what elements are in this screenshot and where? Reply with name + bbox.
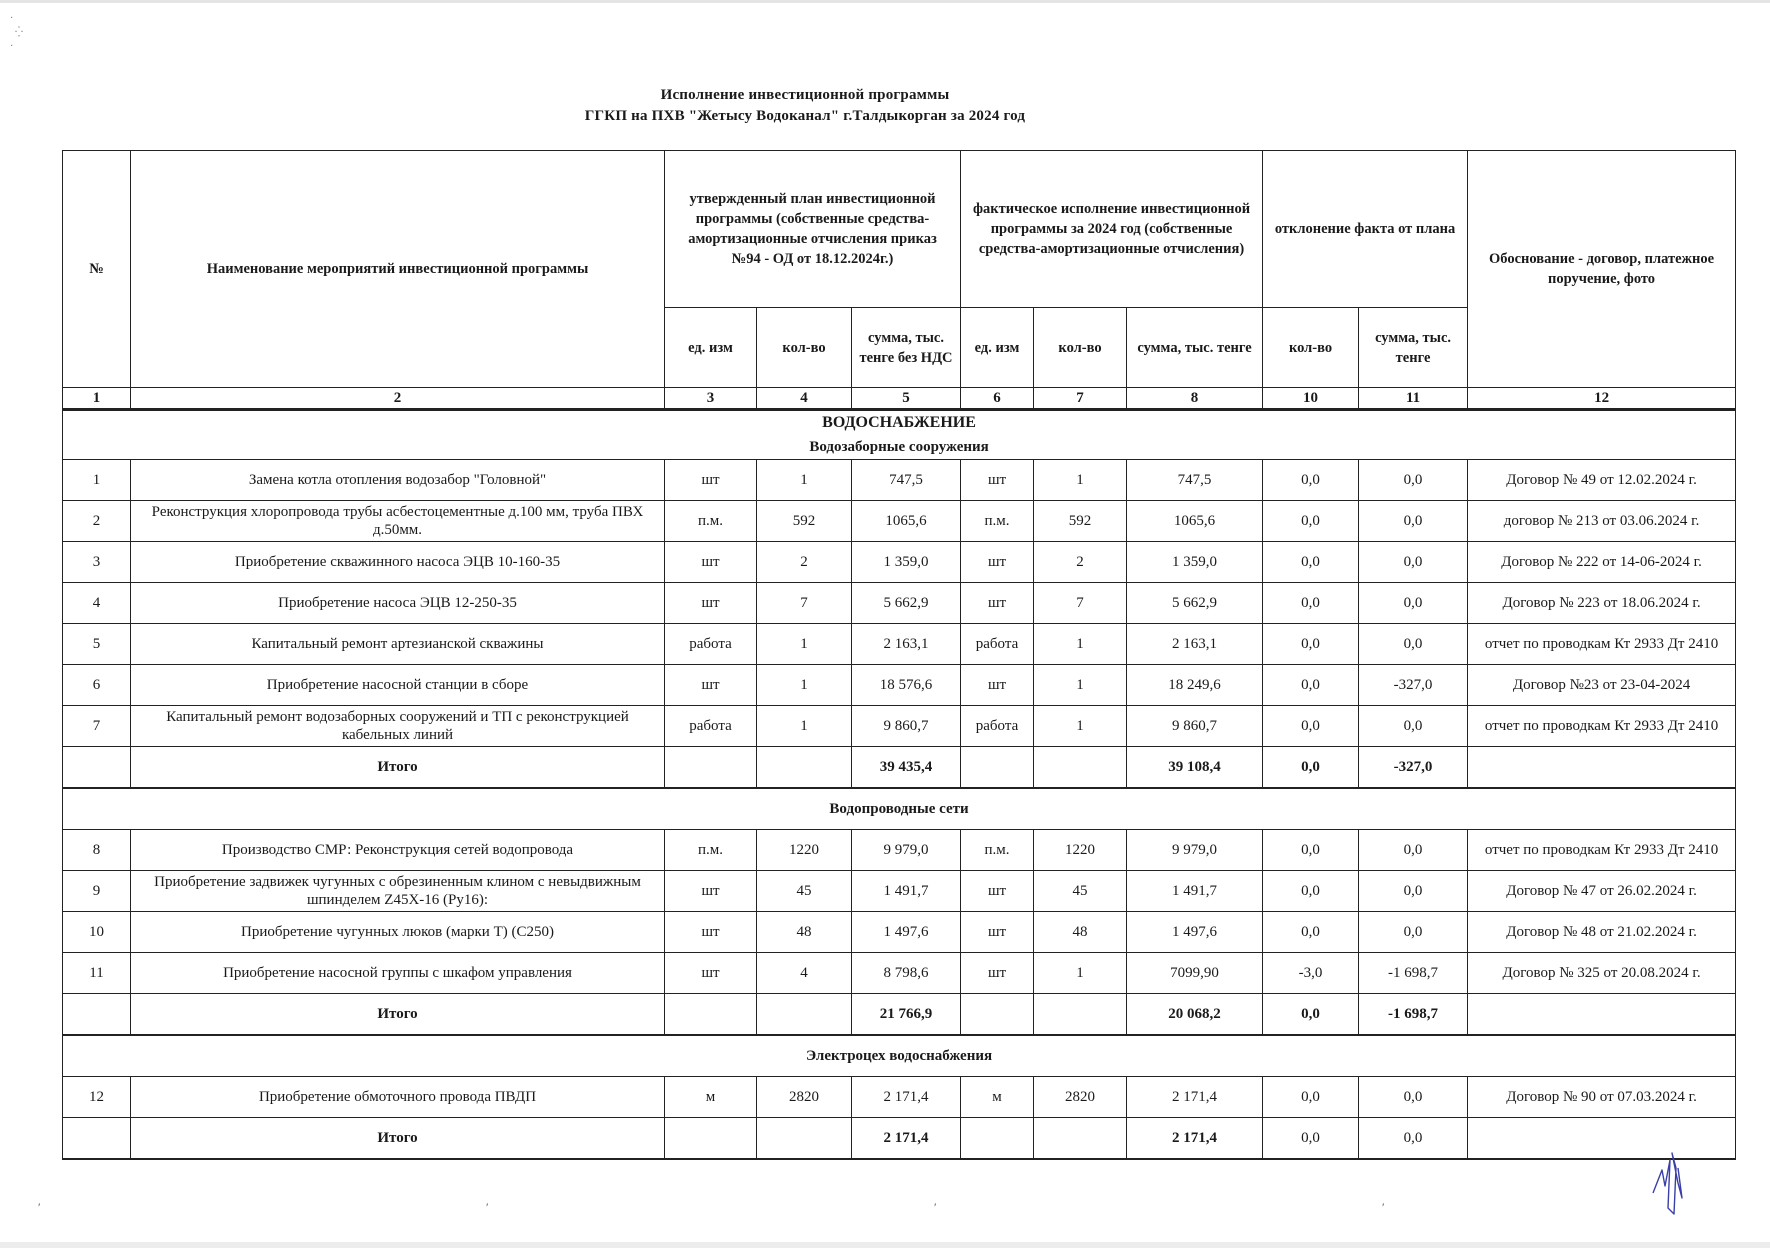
cell-dev-sum: 0,0: [1359, 501, 1468, 542]
cell-plan-unit: шт: [665, 912, 757, 953]
cell-fact-sum: 1 359,0: [1127, 542, 1263, 583]
document-title-line2: ГГКП на ПХВ "Жетысу Водоканал" г.Талдыкорган за 2024 год: [584, 108, 1026, 124]
cell-name: Приобретение задвижек чугунных с обрезиненным клином с невыдвижным шпинделем Z45X-16 (Ру16):: [131, 871, 665, 912]
table-row: [63, 624, 1736, 665]
cell-fact-qty: 45: [1034, 871, 1127, 912]
cell-justification: договор № 213 от 03.06.2024 г.: [1468, 501, 1736, 542]
column-number: 11: [1359, 388, 1468, 410]
cell-blank: [1034, 1118, 1127, 1160]
cell-no: 12: [63, 1077, 131, 1118]
column-number: 1: [63, 388, 131, 410]
table-row: [63, 501, 1736, 542]
cell-name: Приобретение насоса ЭЦВ 12-250-35: [131, 583, 665, 624]
column-number: 6: [961, 388, 1034, 410]
cell-plan-qty: 45: [757, 871, 852, 912]
table-row: [63, 460, 1736, 501]
total-row: [63, 1118, 1736, 1160]
cell-plan-unit: п.м.: [665, 501, 757, 542]
table-row: [63, 953, 1736, 994]
total-dev-sum: -327,0: [1359, 747, 1468, 789]
cell-plan-sum: 18 576,6: [852, 665, 961, 706]
cell-blank: [757, 994, 852, 1036]
cell-fact-qty: 1: [1034, 953, 1127, 994]
cell-name: Приобретение скважинного насоса ЭЦВ 10-160-35: [131, 542, 665, 583]
cell-fact-sum: 7099,90: [1127, 953, 1263, 994]
cell-plan-unit: шт: [665, 871, 757, 912]
scan-mark: ′: [934, 1200, 937, 1214]
cell-plan-unit: шт: [665, 665, 757, 706]
cell-plan-sum: 5 662,9: [852, 583, 961, 624]
header-plan-unit: ед. изм: [665, 308, 757, 388]
cell-plan-qty: 48: [757, 912, 852, 953]
document-title-line1: Исполнение инвестиционной программы: [660, 87, 950, 103]
cell-plan-sum: 2 171,4: [852, 1077, 961, 1118]
section-title: Водозаборные сооружения: [63, 435, 1736, 460]
cell-name: Капитальный ремонт артезианской скважины: [131, 624, 665, 665]
cell-name: Приобретение обмоточного провода ПВДП: [131, 1077, 665, 1118]
cell-plan-sum: 1065,6: [852, 501, 961, 542]
cell-dev-sum: 0,0: [1359, 583, 1468, 624]
cell-dev-qty: 0,0: [1263, 501, 1359, 542]
cell-plan-sum: 747,5: [852, 460, 961, 501]
cell-justification: Договор № 49 от 12.02.2024 г.: [1468, 460, 1736, 501]
cell-plan-qty: 1: [757, 665, 852, 706]
table-row: [63, 1077, 1736, 1118]
cell-blank: [63, 994, 131, 1036]
column-number-row: [63, 388, 1736, 410]
cell-plan-qty: 1: [757, 624, 852, 665]
cell-plan-unit: шт: [665, 542, 757, 583]
cell-fact-unit: шт: [961, 460, 1034, 501]
cell-fact-unit: м: [961, 1077, 1034, 1118]
column-number: 7: [1034, 388, 1127, 410]
cell-fact-sum: 2 171,4: [1127, 1077, 1263, 1118]
cell-fact-sum: 1 491,7: [1127, 871, 1263, 912]
cell-plan-unit: работа: [665, 624, 757, 665]
scan-specks: · ⁛ ·: [10, 13, 23, 52]
cell-plan-qty: 2820: [757, 1077, 852, 1118]
column-number: 10: [1263, 388, 1359, 410]
cell-no: 10: [63, 912, 131, 953]
cell-fact-unit: работа: [961, 624, 1034, 665]
column-number: 12: [1468, 388, 1736, 410]
total-row: [63, 994, 1736, 1036]
cell-justification: Договор №23 от 23-04-2024: [1468, 665, 1736, 706]
total-plan-sum: 2 171,4: [852, 1118, 961, 1160]
header-no: №: [63, 151, 131, 388]
cell-fact-qty: 1: [1034, 706, 1127, 747]
cell-no: 8: [63, 830, 131, 871]
cell-fact-qty: 48: [1034, 912, 1127, 953]
cell-dev-qty: 0,0: [1263, 460, 1359, 501]
cell-blank: [1034, 994, 1127, 1036]
cell-fact-qty: 7: [1034, 583, 1127, 624]
scan-bottom-edge: [0, 1242, 1770, 1248]
total-dev-sum: -1 698,7: [1359, 994, 1468, 1036]
cell-plan-sum: 9 860,7: [852, 706, 961, 747]
scan-mark: ′: [486, 1200, 489, 1214]
header-plan-group: утвержденный план инвестиционной программы (собственные средства-амортизационные отчисления приказ №94 - ОД от 18.12.2024г.): [665, 151, 961, 308]
cell-fact-sum: 1065,6: [1127, 501, 1263, 542]
total-label: Итого: [131, 1118, 665, 1160]
cell-dev-qty: 0,0: [1263, 1077, 1359, 1118]
cell-no: 11: [63, 953, 131, 994]
cell-dev-qty: 0,0: [1263, 665, 1359, 706]
section-row: [63, 435, 1736, 460]
cell-plan-sum: 1 359,0: [852, 542, 961, 583]
cell-name: Приобретение насосной группы с шкафом управления: [131, 953, 665, 994]
table-row: [63, 583, 1736, 624]
cell-plan-qty: 592: [757, 501, 852, 542]
table-row: [63, 830, 1736, 871]
cell-justification: Договор № 223 от 18.06.2024 г.: [1468, 583, 1736, 624]
cell-fact-qty: 592: [1034, 501, 1127, 542]
cell-no: 2: [63, 501, 131, 542]
cell-name: Замена котла отопления водозабор "Головной": [131, 460, 665, 501]
header-fact-group: фактическое исполнение инвестиционной программы за 2024 год (собственные средства-амортизационные отчисления): [961, 151, 1263, 308]
header-dev-sum: сумма, тыс. тенге: [1359, 308, 1468, 388]
section-row: [63, 1035, 1736, 1077]
cell-fact-unit: п.м.: [961, 830, 1034, 871]
cell-blank: [1468, 994, 1736, 1036]
total-fact-sum: 39 108,4: [1127, 747, 1263, 789]
header-plan-qty: кол-во: [757, 308, 852, 388]
cell-blank: [665, 747, 757, 789]
cell-fact-sum: 9 860,7: [1127, 706, 1263, 747]
main-section-title: ВОДОСНАБЖЕНИЕ: [63, 410, 1736, 436]
cell-fact-sum: 5 662,9: [1127, 583, 1263, 624]
cell-name: Производство СМР: Реконструкция сетей водопровода: [131, 830, 665, 871]
cell-dev-sum: 0,0: [1359, 624, 1468, 665]
cell-no: 6: [63, 665, 131, 706]
cell-blank: [1034, 747, 1127, 789]
cell-plan-unit: м: [665, 1077, 757, 1118]
cell-fact-sum: 18 249,6: [1127, 665, 1263, 706]
section-title: Водопроводные сети: [63, 788, 1736, 830]
table-row: [63, 665, 1736, 706]
cell-fact-qty: 1: [1034, 460, 1127, 501]
total-plan-sum: 39 435,4: [852, 747, 961, 789]
cell-dev-qty: 0,0: [1263, 912, 1359, 953]
header-justification: Обоснование - договор, платежное поручение, фото: [1468, 151, 1736, 388]
header-fact-sum: сумма, тыс. тенге: [1127, 308, 1263, 388]
cell-plan-unit: п.м.: [665, 830, 757, 871]
cell-dev-sum: 0,0: [1359, 912, 1468, 953]
cell-fact-unit: шт: [961, 665, 1034, 706]
table-row: [63, 706, 1736, 747]
header-plan-sum: сумма, тыс. тенге без НДС: [852, 308, 961, 388]
header-fact-unit: ед. изм: [961, 308, 1034, 388]
cell-plan-qty: 1220: [757, 830, 852, 871]
cell-dev-sum: 0,0: [1359, 1077, 1468, 1118]
column-number: 5: [852, 388, 961, 410]
cell-blank: [63, 747, 131, 789]
total-label: Итого: [131, 994, 665, 1036]
table-row: [63, 871, 1736, 912]
cell-justification: Договор № 90 от 07.03.2024 г.: [1468, 1077, 1736, 1118]
cell-plan-qty: 1: [757, 460, 852, 501]
cell-fact-sum: 747,5: [1127, 460, 1263, 501]
header-deviation-group: отклонение факта от плана: [1263, 151, 1468, 308]
cell-no: 3: [63, 542, 131, 583]
cell-fact-sum: 2 163,1: [1127, 624, 1263, 665]
cell-blank: [665, 1118, 757, 1160]
cell-dev-sum: 0,0: [1359, 542, 1468, 583]
cell-fact-unit: п.м.: [961, 501, 1034, 542]
cell-plan-qty: 7: [757, 583, 852, 624]
main-section-row: [63, 410, 1736, 436]
section-row: [63, 788, 1736, 830]
cell-blank: [961, 747, 1034, 789]
cell-dev-sum: 0,0: [1359, 830, 1468, 871]
cell-plan-qty: 4: [757, 953, 852, 994]
cell-dev-qty: -3,0: [1263, 953, 1359, 994]
table-row: [63, 542, 1736, 583]
column-number: 2: [131, 388, 665, 410]
column-number: 8: [1127, 388, 1263, 410]
cell-justification: Договор № 325 от 20.08.2024 г.: [1468, 953, 1736, 994]
signature-icon: [1648, 1148, 1698, 1218]
cell-fact-qty: 1220: [1034, 830, 1127, 871]
cell-plan-unit: шт: [665, 583, 757, 624]
cell-no: 7: [63, 706, 131, 747]
cell-no: 1: [63, 460, 131, 501]
total-dev-qty: 0,0: [1263, 747, 1359, 789]
cell-fact-unit: шт: [961, 912, 1034, 953]
cell-justification: отчет по проводкам Кт 2933 Дт 2410: [1468, 706, 1736, 747]
total-fact-sum: 20 068,2: [1127, 994, 1263, 1036]
cell-no: 4: [63, 583, 131, 624]
column-number: 3: [665, 388, 757, 410]
cell-fact-unit: шт: [961, 953, 1034, 994]
cell-name: Приобретение насосной станции в сборе: [131, 665, 665, 706]
cell-fact-qty: 1: [1034, 624, 1127, 665]
cell-plan-sum: 9 979,0: [852, 830, 961, 871]
header-name: Наименование мероприятий инвестиционной программы: [131, 151, 665, 388]
cell-dev-qty: 0,0: [1263, 830, 1359, 871]
cell-plan-unit: шт: [665, 460, 757, 501]
cell-justification: отчет по проводкам Кт 2933 Дт 2410: [1468, 830, 1736, 871]
cell-plan-unit: шт: [665, 953, 757, 994]
cell-blank: [63, 1118, 131, 1160]
cell-blank: [757, 747, 852, 789]
cell-plan-sum: 8 798,6: [852, 953, 961, 994]
cell-fact-qty: 2820: [1034, 1077, 1127, 1118]
cell-dev-sum: 0,0: [1359, 460, 1468, 501]
cell-blank: [961, 994, 1034, 1036]
cell-name: Капитальный ремонт водозаборных сооружений и ТП с реконструкцией кабельных линий: [131, 706, 665, 747]
cell-no: 5: [63, 624, 131, 665]
cell-dev-qty: 0,0: [1263, 871, 1359, 912]
cell-justification: Договор № 222 от 14-06-2024 г.: [1468, 542, 1736, 583]
total-plan-sum: 21 766,9: [852, 994, 961, 1036]
total-dev-sum: 0,0: [1359, 1118, 1468, 1160]
cell-fact-qty: 2: [1034, 542, 1127, 583]
cell-plan-sum: 1 491,7: [852, 871, 961, 912]
cell-blank: [757, 1118, 852, 1160]
header-dev-qty: кол-во: [1263, 308, 1359, 388]
cell-dev-sum: -327,0: [1359, 665, 1468, 706]
cell-fact-qty: 1: [1034, 665, 1127, 706]
cell-justification: отчет по проводкам Кт 2933 Дт 2410: [1468, 624, 1736, 665]
investment-program-table: [62, 150, 1736, 1160]
cell-dev-qty: 0,0: [1263, 583, 1359, 624]
cell-dev-sum: -1 698,7: [1359, 953, 1468, 994]
total-dev-qty: 0,0: [1263, 1118, 1359, 1160]
cell-dev-sum: 0,0: [1359, 871, 1468, 912]
cell-blank: [665, 994, 757, 1036]
cell-plan-sum: 2 163,1: [852, 624, 961, 665]
cell-blank: [1468, 747, 1736, 789]
cell-justification: Договор № 48 от 21.02.2024 г.: [1468, 912, 1736, 953]
cell-dev-qty: 0,0: [1263, 624, 1359, 665]
cell-fact-sum: 1 497,6: [1127, 912, 1263, 953]
header-fact-qty: кол-во: [1034, 308, 1127, 388]
column-number: 4: [757, 388, 852, 410]
total-row: [63, 747, 1736, 789]
cell-fact-sum: 9 979,0: [1127, 830, 1263, 871]
total-fact-sum: 2 171,4: [1127, 1118, 1263, 1160]
scan-top-edge: [0, 0, 1770, 3]
table-body: [63, 388, 1736, 1160]
cell-justification: Договор № 47 от 26.02.2024 г.: [1468, 871, 1736, 912]
cell-fact-unit: шт: [961, 583, 1034, 624]
cell-plan-qty: 1: [757, 706, 852, 747]
cell-fact-unit: работа: [961, 706, 1034, 747]
cell-plan-qty: 2: [757, 542, 852, 583]
scan-mark: ′: [1382, 1200, 1385, 1214]
total-dev-qty: 0,0: [1263, 994, 1359, 1036]
scan-mark: ′: [38, 1200, 41, 1214]
cell-fact-unit: шт: [961, 542, 1034, 583]
cell-name: Реконструкция хлоропровода трубы асбестоцементные д.100 мм, труба ПВХ д.50мм.: [131, 501, 665, 542]
cell-no: 9: [63, 871, 131, 912]
cell-dev-qty: 0,0: [1263, 706, 1359, 747]
cell-plan-unit: работа: [665, 706, 757, 747]
cell-dev-sum: 0,0: [1359, 706, 1468, 747]
total-label: Итого: [131, 747, 665, 789]
cell-fact-unit: шт: [961, 871, 1034, 912]
section-title: Электроцех водоснабжения: [63, 1035, 1736, 1077]
table-row: [63, 912, 1736, 953]
cell-name: Приобретение чугунных люков (марки Т) (С250): [131, 912, 665, 953]
cell-dev-qty: 0,0: [1263, 542, 1359, 583]
cell-plan-sum: 1 497,6: [852, 912, 961, 953]
cell-blank: [961, 1118, 1034, 1160]
